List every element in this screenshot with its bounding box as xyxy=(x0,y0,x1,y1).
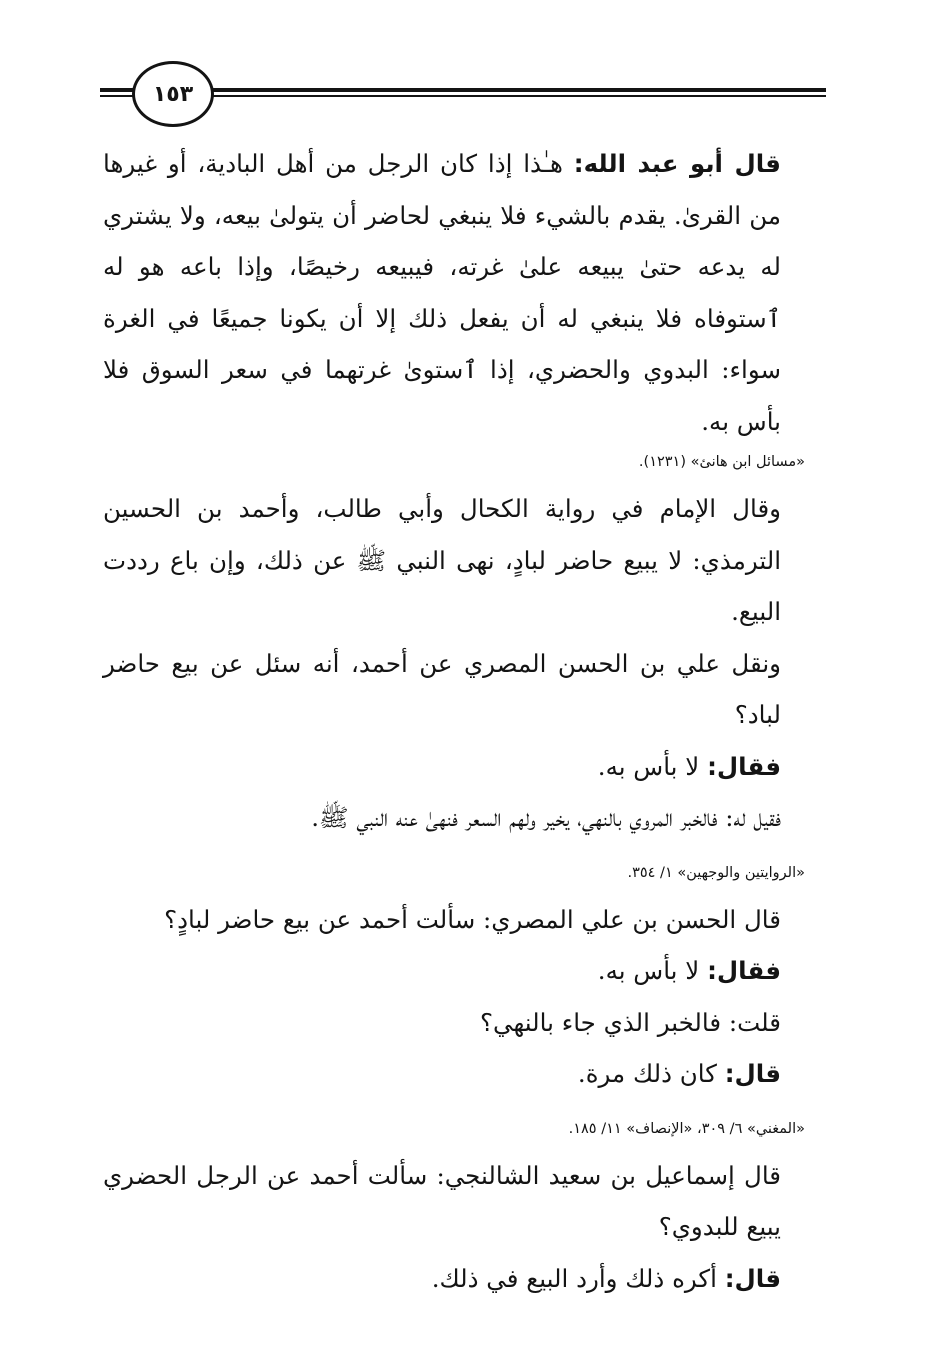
paragraph xyxy=(103,638,807,741)
page-header xyxy=(100,58,826,128)
page-number-badge xyxy=(132,61,214,127)
paragraph-text: فقيل له: فالخبر المروي بالنهي، يخير ولهم السعر فنهىٰ عنه النبي ﷺ. xyxy=(311,803,781,832)
paragraph xyxy=(103,945,807,997)
paragraph xyxy=(103,1253,807,1305)
source-citation: «الروايتين والوجهين» ١/ ٣٥٤. xyxy=(627,864,805,881)
source-citation: «المغني» ٦/ ٣٠٩، «الإنصاف» ١١/ ١٨٥. xyxy=(568,1120,805,1137)
paragraph xyxy=(103,138,807,447)
paragraph xyxy=(103,792,807,844)
paragraph-text: لا بأس به. xyxy=(597,956,708,985)
paragraph xyxy=(103,1048,807,1100)
speaker-label: فقال: xyxy=(707,751,781,781)
paragraph-text: قلت: فالخبر الذي جاء بالنهي؟ xyxy=(480,1007,781,1037)
paragraph xyxy=(103,1150,807,1253)
speaker-label: قال أبو عبد الله: xyxy=(573,149,781,178)
paragraph-text: وقال الإمام في رواية الكحال وأبي طالب، وأحمد بن الحسين الترمذي: لا يبيع حاضر لبادٍ، نهى النبي ﷺ عن ذلك، وإن باع رددت البيع. xyxy=(103,494,781,626)
paragraph-text: هـٰذا إذا كان الرجل من أهل البادية، أو غيرها من القرىٰ. يقدم بالشيء فلا ينبغي لحاضر أن يتولىٰ بيعه، ولا يشتري له يدعه حتىٰ يبيعه علىٰ غرته، فيبيعه رخيصًا، وإذا باعه هو له ٱستوفاه فلا ينبغي له أن يفعل ذلك إلا أن يكونا جميعًا في الغرة سواء: البدوي والحضري، إذا ٱستوىٰ غرتهما في سعر السوق فلا بأس به. xyxy=(103,149,781,436)
paragraph xyxy=(103,483,807,638)
paragraph xyxy=(103,741,807,793)
source-citation: «مسائل ابن هانئ» (١٢٣١). xyxy=(638,454,805,470)
paragraph-text: كان ذلك مرة. xyxy=(577,1059,725,1088)
paragraph-text: لا بأس به. xyxy=(597,751,708,781)
page-number: ١٥٣ xyxy=(152,81,194,107)
speaker-label: فقال: xyxy=(707,956,781,985)
paragraph xyxy=(103,997,807,1049)
paragraph-text: أكره ذلك وأرد البيع في ذلك. xyxy=(431,1263,725,1293)
paragraph-text: ونقل علي بن الحسن المصري عن أحمد، أنه سئل عن بيع حاضر لباد؟ xyxy=(103,648,781,729)
paragraph-text: قال إسماعيل بن سعيد الشالنجي: سألت أحمد عن الرجل الحضري يبيع للبدوي؟ xyxy=(103,1160,781,1241)
paragraph-text: قال الحسن بن علي المصري: سألت أحمد عن بيع حاضر لبادٍ؟ xyxy=(164,904,781,934)
page-body xyxy=(103,138,807,1304)
speaker-label: قال: xyxy=(724,1263,781,1293)
paragraph xyxy=(103,894,807,946)
speaker-label: قال: xyxy=(724,1059,781,1088)
